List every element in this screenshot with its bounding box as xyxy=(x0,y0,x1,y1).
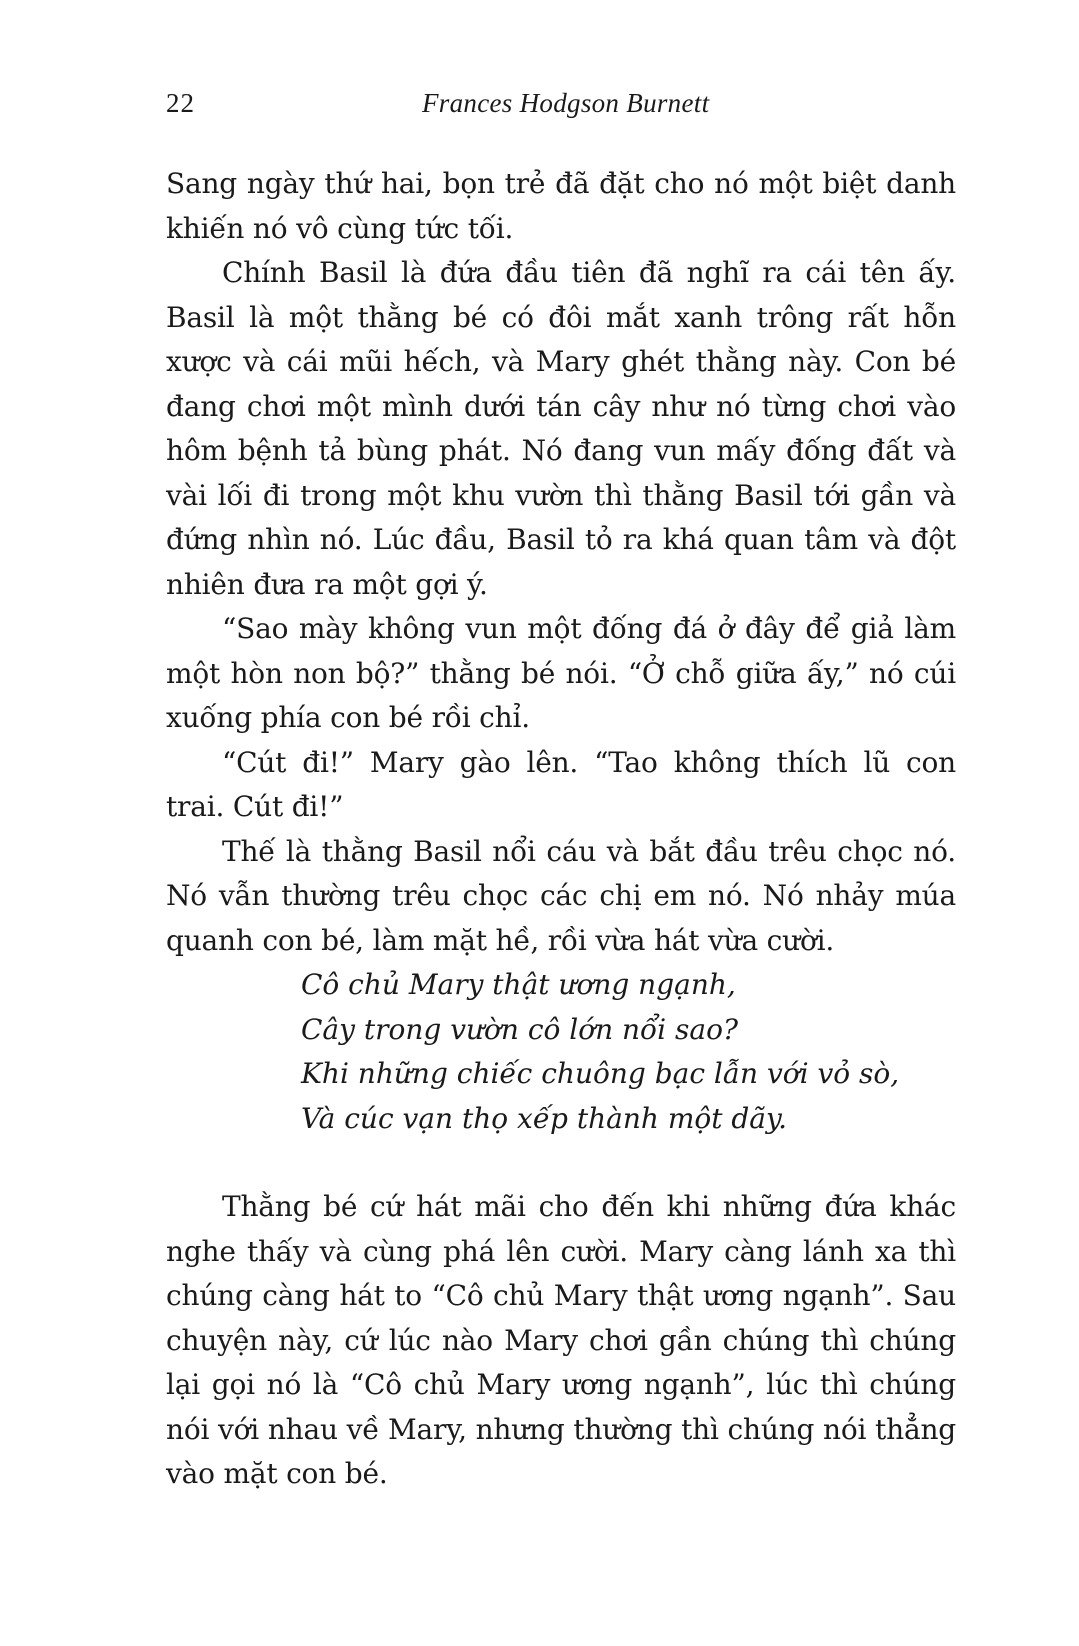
body-text xyxy=(166,162,956,1497)
paragraph-5: Thế là thằng Basil nổi cáu và bắt đầu trêu chọc nó. Nó vẫn thường trêu chọc các chị em nó. Nó nhảy múa quanh con bé, làm mặt hề, rồi vừa hát vừa cười. xyxy=(166,834,956,957)
paragraph-2: Chính Basil là đứa đầu tiên đã nghĩ ra cái tên ấy. Basil là một thằng bé có đôi mắt xanh trông rất hỗn xược và cái mũi hếch, và Mary ghét thằng này. Con bé đang chơi một mình dưới tán cây như nó từng chơi vào hôm bệnh tả bùng phát. Nó đang vun mấy đống đất và vài lối đi trong một khu vườn thì thằng Basil tới gần và đứng nhìn nó. Lúc đầu, Basil tỏ ra khá quan tâm và đột nhiên đưa ra một gợi ý. xyxy=(166,256,956,601)
paragraph-6: Thằng bé cứ hát mãi cho đến khi những đứa khác nghe thấy và cùng phá lên cười. Mary càng lánh xa thì chúng càng hát to “Cô chủ Mary thật ương ngạnh”. Sau chuyện này, cứ lúc nào Mary chơi gần chúng thì chúng lại gọi nó là “Cô chủ Mary ương ngạnh”, lúc thì chúng nói với nhau về Mary, nhưng thường thì chúng nói thẳng vào mặt con bé. xyxy=(166,1190,956,1490)
poem-line: Khi những chiếc chuông bạc lẫn với vỏ sò, xyxy=(301,1057,900,1090)
poem-line: Cô chủ Mary thật ương ngạnh, xyxy=(301,968,736,1001)
page-number: 22 xyxy=(166,88,195,118)
paragraph-1: Sang ngày thứ hai, bọn trẻ đã đặt cho nó một biệt danh khiến nó vô cùng tức tối. xyxy=(166,167,956,245)
nursery-rhyme xyxy=(301,963,956,1141)
stanza-gap xyxy=(166,1141,956,1185)
running-head-author: Frances Hodgson Burnett xyxy=(422,88,710,118)
poem-line: Và cúc vạn thọ xếp thành một dãy. xyxy=(301,1101,787,1135)
paragraph-3: “Sao mày không vun một đống đá ở đây để giả làm một hòn non bộ?” thằng bé nói. “Ở chỗ giữa ấy,” nó cúi xuống phía con bé rồi chỉ. xyxy=(166,612,956,734)
paragraph-4: “Cút đi!” Mary gào lên. “Tao không thích lũ con trai. Cút đi!” xyxy=(166,745,956,823)
poem-line: Cây trong vườn cô lớn nổi sao? xyxy=(301,1012,738,1046)
page-header xyxy=(166,88,956,128)
